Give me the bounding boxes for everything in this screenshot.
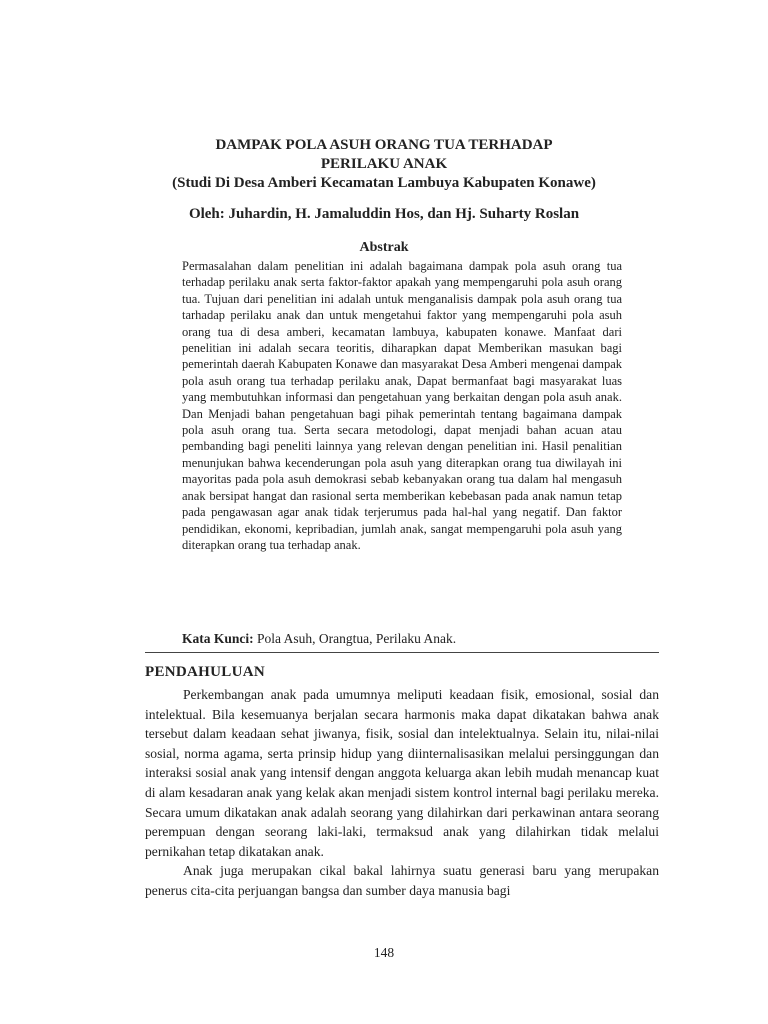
intro-text [145, 685, 659, 901]
intro-paragraph-1: Perkembangan anak pada umumnya meliputi keadaan fisik, emosional, sosial dan intelektual. Bila kesemuanya berjalan secara harmonis maka dapat dikatakan bahwa anak tersebut dalam keadaan sehat jiwanya, fisik, sosial dan intelektualnya. Selain itu, nilai-nilai sosial, norma agama, serta prinsip hidup yang diinternalisasikan melalui persinggungan dan interaksi sosial anak yang intensif dengan anggota keluarga akan lebih mudah menancap kuat di alam kesadaran anak yang kelak akan menjadi sistem kontrol internal bagi perilaku mereka. Secara umum dikatakan anak adalah seorang yang dilahirkan dari perkawinan antara seorang perempuan dengan seorang laki-laki, termaksud anak yang dilahirkan tidak melalui pernikahan tetap dikatakan anak. [145, 687, 659, 859]
paper-authors: Oleh: Juhardin, H. Jamaluddin Hos, dan Hj. Suharty Roslan [188, 206, 580, 222]
paper-subtitle: (Studi Di Desa Amberi Kecamatan Lambuya Kabupaten Konawe) [172, 175, 596, 191]
page-number: 148 [373, 945, 395, 960]
intro-paragraph-2: Anak juga merupakan cikal bakal lahirnya suatu generasi baru yang merupakan penerus cita-cita perjuangan bangsa dan sumber daya manusia bagi [145, 863, 659, 898]
keywords-value: Pola Asuh, Orangtua, Perilaku Anak. [253, 631, 457, 646]
paper-title [0, 136, 768, 193]
title-line-1: DAMPAK POLA ASUH ORANG TUA TERHADAP [215, 137, 553, 153]
keywords [182, 631, 456, 647]
title-line-2: PERILAKU ANAK [320, 156, 448, 172]
keywords-label: Kata Kunci: [182, 631, 254, 646]
section-heading: PENDAHULUAN [145, 664, 265, 680]
abstract-heading: Abstrak [359, 240, 409, 255]
abstract-body: Permasalahan dalam penelitian ini adalah bagaimana dampak pola asuh orang tua terhadap perilaku anak serta faktor-faktor apakah yang mempengaruhi pola asuh orang tua. Tujuan dari penelitian ini adalah untuk menganalisis dampak pola asuh orang tua tarhadap perilaku anak dan untuk mengetahui faktor yang mempengaruhi pola asuh orang tua di desa amberi, kecamatan lambuya, kabupaten konawe. Manfaat dari penelitian ini adalah secara teoritis, diharapkan dapat Memberikan masukan bagi pemerintah daerah Kabupaten Konawe dan masyarakat Desa Amberi mengenai dampak pola asuh orang tua terhadap perilaku anak, Dapat bermanfaat bagi masyarakat luas yang membutuhkan informasi dan pengetahuan yang berkaitan dengan pola asuh anak. Dan Menjadi bahan pengetahuan bagi pihak pemerintah tentang bagaimana dampak pola asuh orang tua. Serta secara metodologi, dapat menjadi bahan acuan atau pembanding bagi peneliti lainnya yang relevan dengan penelitian ini. Hasil penalitian menunjukan bahwa kecenderungan pola asuh yang diterapkan orang tua diwilayah ini mayoritas pada pola asuh demokrasi sebab kebanyakan orang tua dalam hal mengasuh anak bersipat hangat dan rasional serta memberikan kebebasan pada anak namun tetap pada pengawasan agar anak tidak terjerumus pada hal-hal yang negatif. Dan faktor pendidikan, ekonomi, kepribadian, jumlah anak, sangat mempengaruhi pola asuh yang diterapkan orang tua terhadap anak. [182, 259, 622, 552]
section-divider [145, 652, 659, 653]
